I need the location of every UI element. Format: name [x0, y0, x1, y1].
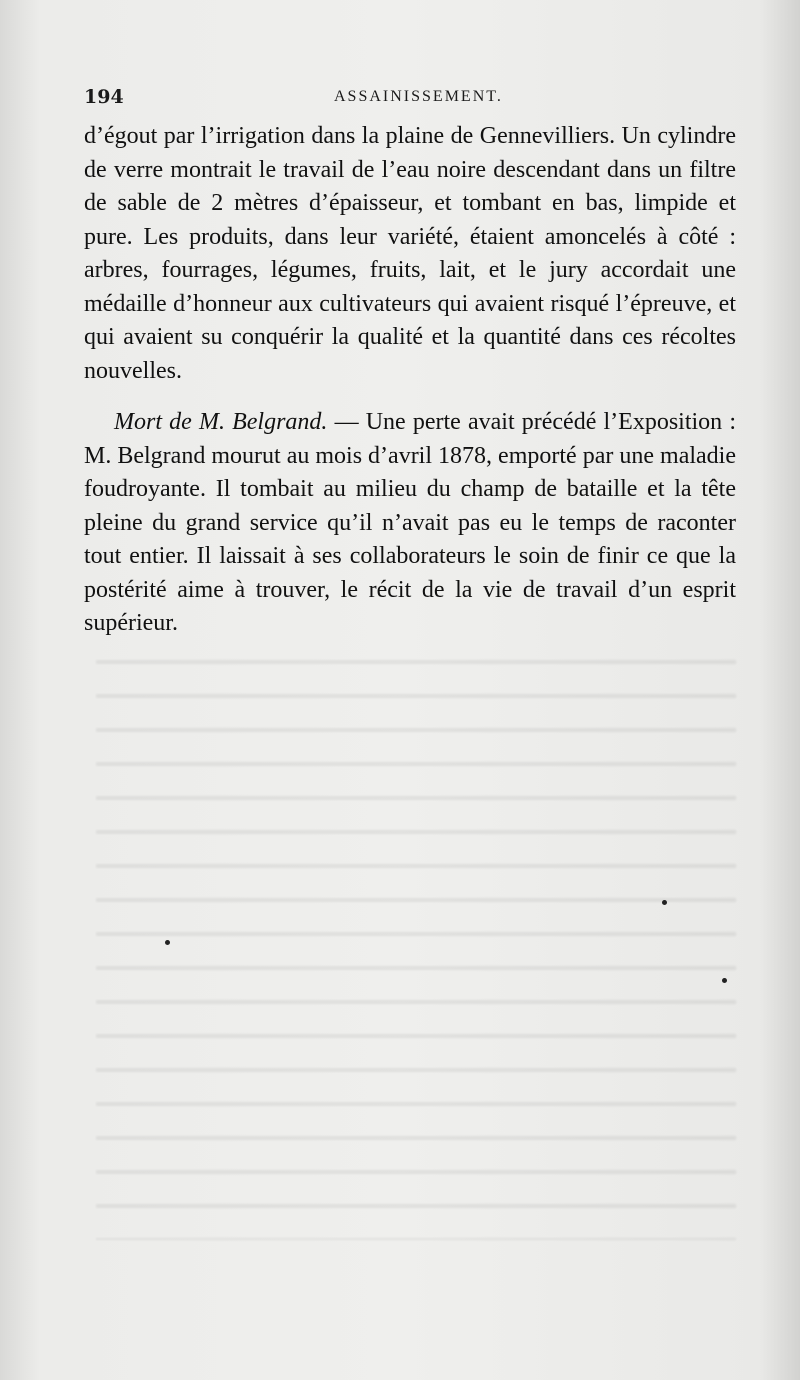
- paragraph-belgrand: [84, 406, 736, 641]
- page-number: 194: [84, 86, 124, 108]
- paragraph-irrigation: d’égout par l’irrigation dans la plaine de Gennevilliers. Un cylindre de verre montrait le travail de l’eau noire descendant dans un filtre de sable de 2 mètres d’épaisseur, et tombant en bas, limpide et pure. Les produits, dans leur variété, étaient amoncelés à côté : arbres, fourrages, légumes, fruits, lait, et le jury accordait une médaille d’honneur aux cultivateurs qui avaient risqué l’épreuve, et qui avaient su conquérir la qualité et la quantité dans ces récoltes nouvelles.: [84, 123, 736, 384]
- page-header: [84, 86, 734, 116]
- section-title-mort-de-belgrand: Mort de M. Belgrand.: [114, 409, 328, 435]
- paragraph-belgrand-text: — Une perte avait précédé l’Exposition : M. Belgrand mourut au mois d’avril 1878, emporté par une maladie foudroyante. Il tombait au milieu du champ de bataille et la tête pleine du grand service qu’il n’avait pas eu le temps de raconter tout entier. Il laissait à ses collaborateurs le soin de finir ce que la postérité aime à trouver, le récit de la vie de travail d’un esprit supérieur.: [84, 409, 736, 636]
- body-text: [84, 120, 736, 641]
- show-through-texture: [96, 640, 736, 1240]
- ink-speck: [662, 900, 667, 905]
- ink-speck: [722, 978, 727, 983]
- running-head: ASSAINISSEMENT.: [334, 88, 503, 105]
- ink-speck: [165, 940, 170, 945]
